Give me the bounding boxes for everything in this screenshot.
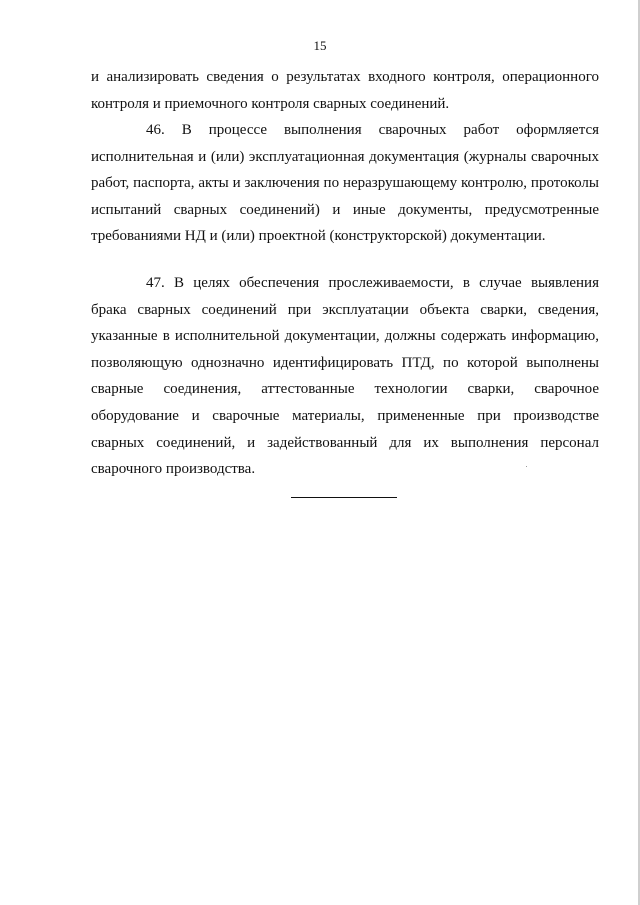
page-number: 15 [313,38,327,53]
end-separator-line [291,497,397,498]
paragraph-continuation: и анализировать сведения о результатах входного контроля, операционного контроля и приемочного контроля сварных соединений. [91,69,599,112]
paragraph-46: 46. В процессе выполнения сварочных работ оформляется исполнительная и (или) эксплуатационная документация (журналы сварочных работ, паспорта, акты и заключения по неразрушающему контролю, протоколы испытаний сварных соединений) и иные документы, предусмотренные требованиями НД и (или) проектной (конструкторской) документации. [91,122,599,245]
paragraph-47: 47. В целях обеспечения прослеживаемости, в случае выявления брака сварных соединений при эксплуатации объекта сварки, сведения, указанные в исполнительной документации, должны содержать информацию, позволяющую однозначно идентифицировать ПТД, по которой выполнены сварные соединения, аттестованные технологии сварки, сварочное оборудование и сварочные материалы, примененные при производстве сварных соединений, и задействованный для их выполнения персонал сварочного производства. [91,275,599,478]
